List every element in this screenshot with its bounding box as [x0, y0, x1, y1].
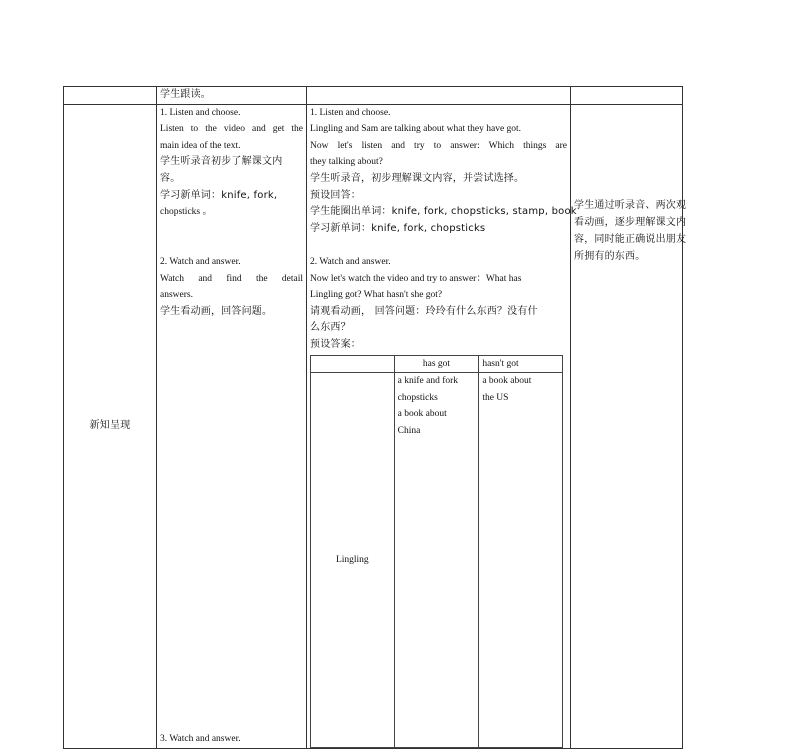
has-got-cell [394, 373, 479, 748]
text-line: 容。 [160, 172, 181, 184]
purpose-cell [571, 104, 687, 749]
header-cell [311, 355, 395, 373]
text-line: Lingling and Sam are talking about what they have got. [310, 124, 522, 135]
text-line: 学生听录音初步了解课文内 [160, 156, 283, 168]
text-line: 学生通过听录音、两次观 [574, 199, 687, 211]
text-line: 1. Listen and choose. [160, 107, 241, 118]
student-activity-cell [157, 104, 307, 749]
text-line: 学生听录音，初步理解课文内容，并尝试选择。 [310, 172, 525, 184]
table-cell [571, 87, 683, 105]
text-line: 2. Watch and answer. [160, 256, 241, 267]
text-line: 3. Watch and answer. [160, 733, 241, 744]
text-line: a book about [482, 376, 532, 387]
answer-table-header-row [311, 355, 563, 373]
teacher-activity-cell [307, 104, 577, 749]
text-line: 请观看动画， 回答问题：玲玲有什么东西？没有什 [310, 305, 538, 317]
answer-table-row [311, 373, 563, 748]
text-line: they talking about? [310, 157, 383, 168]
text-line: 所拥有的东西。 [574, 250, 646, 262]
text-line: main idea of the text. [160, 140, 241, 151]
answer-table [310, 355, 563, 749]
text-line: answers. [160, 290, 193, 301]
text-line: 预设答案： [310, 338, 361, 350]
text-line: China [397, 425, 421, 436]
row-name-cell: Lingling [311, 373, 395, 748]
text-line: a book about [397, 409, 447, 420]
text-line: 看动画，逐步理解课文内 [574, 216, 687, 228]
text-line: 学习新单词：knife, fork, chopsticks [310, 222, 486, 234]
text-line: a knife and fork [397, 376, 459, 387]
header-cell: has got [394, 355, 479, 373]
text-line: Now let's watch the video and try to answer：What has [310, 273, 522, 284]
text-line: 学习新单词：knife, fork, [160, 189, 278, 201]
cell-text: 学生跟读。 [160, 89, 211, 100]
lesson-plan-table [63, 86, 687, 749]
text-line: 2. Watch and answer. [310, 256, 391, 267]
text-line: 学生看动画，回答问题。 [160, 305, 273, 317]
table-cell [307, 87, 571, 105]
text-line: 学生能圈出单词：knife, fork, chopsticks, stamp, book [310, 206, 577, 218]
text-line: 么东西？ [310, 322, 351, 334]
text-line: Now let's listen and try to answer: Which things are [310, 140, 567, 151]
text-line: the US [482, 392, 509, 403]
table-row [64, 87, 683, 105]
text-line: 容，同时能正确说出朋友 [574, 233, 687, 245]
table-row [64, 104, 683, 749]
text-line: chopsticks [397, 392, 438, 403]
stage-cell [64, 104, 157, 749]
stage-label: 新知呈现 [89, 420, 131, 432]
text-line: Watch and find the detail [160, 273, 303, 284]
header-cell: hasn't got [479, 355, 563, 373]
table-cell [157, 87, 307, 105]
text-line: 预设回答： [310, 189, 361, 201]
table-cell [64, 87, 157, 105]
text-line: 1. Listen and choose. [310, 107, 391, 118]
text-line: Lingling got? What hasn't she got? [310, 290, 443, 301]
hasnt-got-cell [479, 373, 563, 748]
text-line: chopsticks 。 [160, 207, 212, 218]
text-line: Listen to the video and get the [160, 124, 303, 135]
